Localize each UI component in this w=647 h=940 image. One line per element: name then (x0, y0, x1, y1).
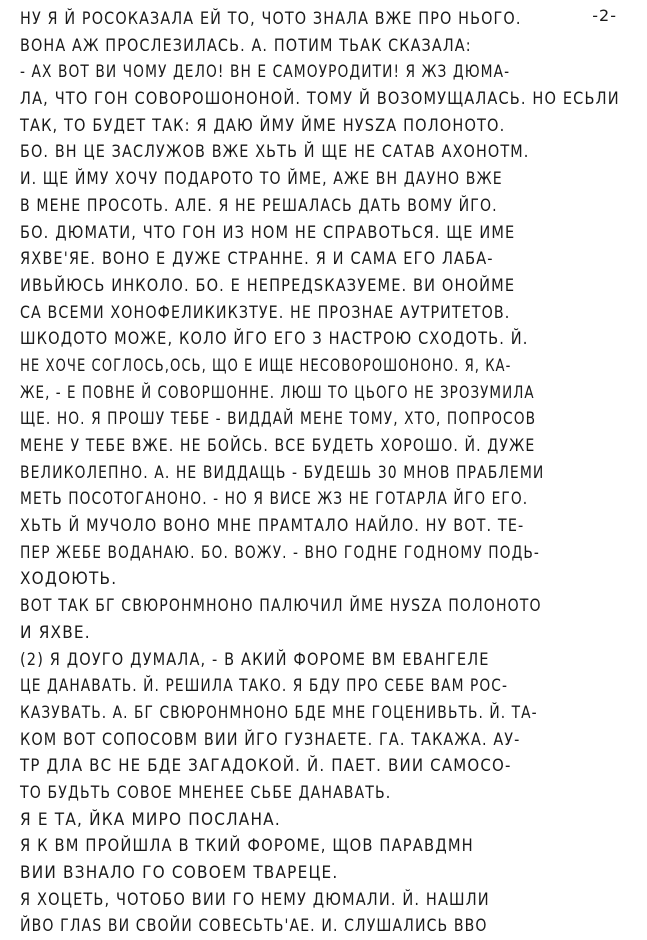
text-line: ТО БУДЬТЬ СОВОЕ МНЕНЕЕ СЬБЕ ДАНАВАТЬ. (20, 782, 392, 803)
text-line: ТАК, ТО БУДЕТ ТАК: Я ДАЮ ЙМУ ЙМЕ НУSZА ПОЛОНОТО. (20, 115, 506, 136)
text-line: И. ЩЕ ЙМУ ХОЧУ ПОДАРОТО ТО ЙМЕ, АЖЕ ВН ДАУНО ВЖЕ (20, 169, 503, 190)
text-line: Я ХОЦЕТЬ, ЧОТОБО ВИИ ГО НЕМУ ДЮМАЛИ. Й. НАШЛИ (20, 889, 490, 910)
text-line: ТР ДЛА ВС НЕ БДЕ ЗАГАДОКОЙ. Й. ПАЕТ. ВИИ САМОСО- (20, 756, 512, 777)
text-line: ХЬТЬ Й МУЧОЛО ВОНО МНЕ ПРАМТАЛО НАЙЛО. НУ ВОТ. ТЕ- (20, 516, 525, 537)
text-line: ВИИ ВЗНАЛО ГО СОВОЕМ ТВАРЕЦЕ. (20, 863, 339, 883)
page-number: -2- (592, 6, 617, 25)
handwritten-text-body (20, 6, 620, 940)
text-line: ЙВО ГЛАS ВИ СВОЙИ СОВЕСЬТЬ'АЕ. И. СЛУШАЛИСЬ ВВО (20, 916, 488, 937)
text-line: НЕ ХОЧЕ СОГЛОСЬ,ОСЬ, ЩО Е ИЩЕ НЕСОВОРОШОНОНО. Я, КА- (20, 355, 512, 376)
text-line: ВОТ ТАК БГ СВЮРОНМНОНО ПАЛЮЧИЛ ЙМЕ НУSZА ПОЛОНОТО (20, 596, 542, 617)
text-line: ВЕЛИКОЛЕПНО. А. НЕ ВИДДАЩЬ - БУДЕШЬ 30 МНОВ ПРАБЛЕМИ (20, 462, 545, 483)
text-line: КАЗУВАТЬ. А. БГ СВЮРОНМНОНО БДЕ МНЕ ГОЦЕНИВЬТЬ. Й. ТА- (20, 702, 538, 723)
text-line: - АХ ВОТ ВИ ЧОМУ ДЕЛО! ВН Е САМОУРОДИТИ! Я ЖЗ ДЮМА- (20, 62, 511, 83)
text-line: БО. ВН ЦЕ ЗАСЛУЖОВ ВЖЕ ХЬТЬ Й ЩЕ НЕ САТАВ АХОНОТМ. (20, 142, 530, 163)
text-line: ВОНА АЖ ПРОСЛЕЗИЛАСЬ. А. ПОТИМ ТЬАК СКАЗАЛА: (20, 35, 472, 56)
text-line: СА ВСЕМИ ХОНОФЕЛИКИКЗТУЕ. НЕ ПРОЗНАЕ АУТРИТЕТОВ. (20, 302, 511, 323)
text-line: ЦЕ ДАНАВАТЬ. Й. РЕШИЛА ТАКО. Я БДУ ПРО СЕБЕ ВАМ РОС- (20, 676, 509, 697)
text-line: МЕНЕ У ТЕБЕ ВЖЕ. НЕ БОЙСЬ. ВСЕ БУДЕТЬ ХОРОШО. Й. ДУЖЕ (20, 436, 536, 456)
text-line: В МЕНЕ ПРОСОТЬ. АЛЕ. Я НЕ РЕШАЛАСЬ ДАТЬ ВОМУ ЙГО. (20, 195, 498, 216)
text-line: ХОДОЮТЬ. (20, 569, 118, 590)
text-line: ПЕР ЖЕБЕ ВОДАНАЮ. БО. ВОЖУ. - ВНО ГОДНЕ ГОДНОМУ ПОДЬ- (20, 542, 540, 563)
text-line: ЖЕ, - Е ПОВНЕ Й СОВОРШОННЕ. ЛЮШ ТО ЦЬОГО НЕ ЗРОЗУМИЛА (20, 382, 535, 403)
text-line: Я К ВМ ПРОЙШЛА В ТКИЙ ФОРОМЕ, ЩОВ ПАРАВДМН (20, 836, 474, 857)
text-line: ЯХВЕ'ЯЕ. ВОНО Е ДУЖЕ СТРАННЕ. Я И САМА ЕГО ЛАБА- (20, 249, 494, 270)
text-line: МЕТЬ ПОСОТОГАНОНО. - НО Я ВИСЕ ЖЗ НЕ ГОТАРЛА ЙГО ЕГО. (20, 489, 529, 510)
text-line: Я Е ТА, ЙКА МИРО ПОСЛАНА. (20, 809, 281, 830)
text-line: И ЯХВЕ. (20, 622, 91, 643)
text-line: ШКОДОТО МОЖЕ, КОЛО ЙГО ЕГО З НАСТРОЮ СХОДОТЬ. Й. (20, 329, 529, 350)
text-line: НУ Я Й РОСОКАЗАЛА ЕЙ ТО, ЧОТО ЗНАЛА ВЖЕ ПРО НЬОГО. (20, 9, 522, 29)
text-line: ЛА, ЧТО ГОН СОВОРОШОНОНОЙ. ТОМУ Й ВОЗОМУЩАЛАСЬ. НО ЕСЬЛИ (20, 89, 620, 110)
text-line: (2) Я ДОУГО ДУМАЛА, - В АКИЙ ФОРОМЕ ВМ ЕВАНГЕЛЕ (20, 649, 490, 670)
text-line: ИВЬЙЮСЬ ИНКОЛО. БО. Е НЕПРЕДSКАЗУЕМЕ. ВИ ОНОЙМЕ (20, 275, 516, 296)
text-line: БО. ДЮМАТИ, ЧТО ГОН ИЗ НОМ НЕ СПРАВОТЬСЯ. ЩЕ ИМЕ (20, 222, 516, 243)
text-line: КОМ ВОТ СОПОСОВМ ВИИ ЙГО ГУЗНАЕТЕ. ГА. ТАКАЖА. АУ- (20, 729, 521, 750)
text-line: ЩЕ. НО. Я ПРОШУ ТЕБЕ - ВИДДАЙ МЕНЕ ТОМУ, ХТО, ПОПРОСОВ (20, 409, 537, 430)
